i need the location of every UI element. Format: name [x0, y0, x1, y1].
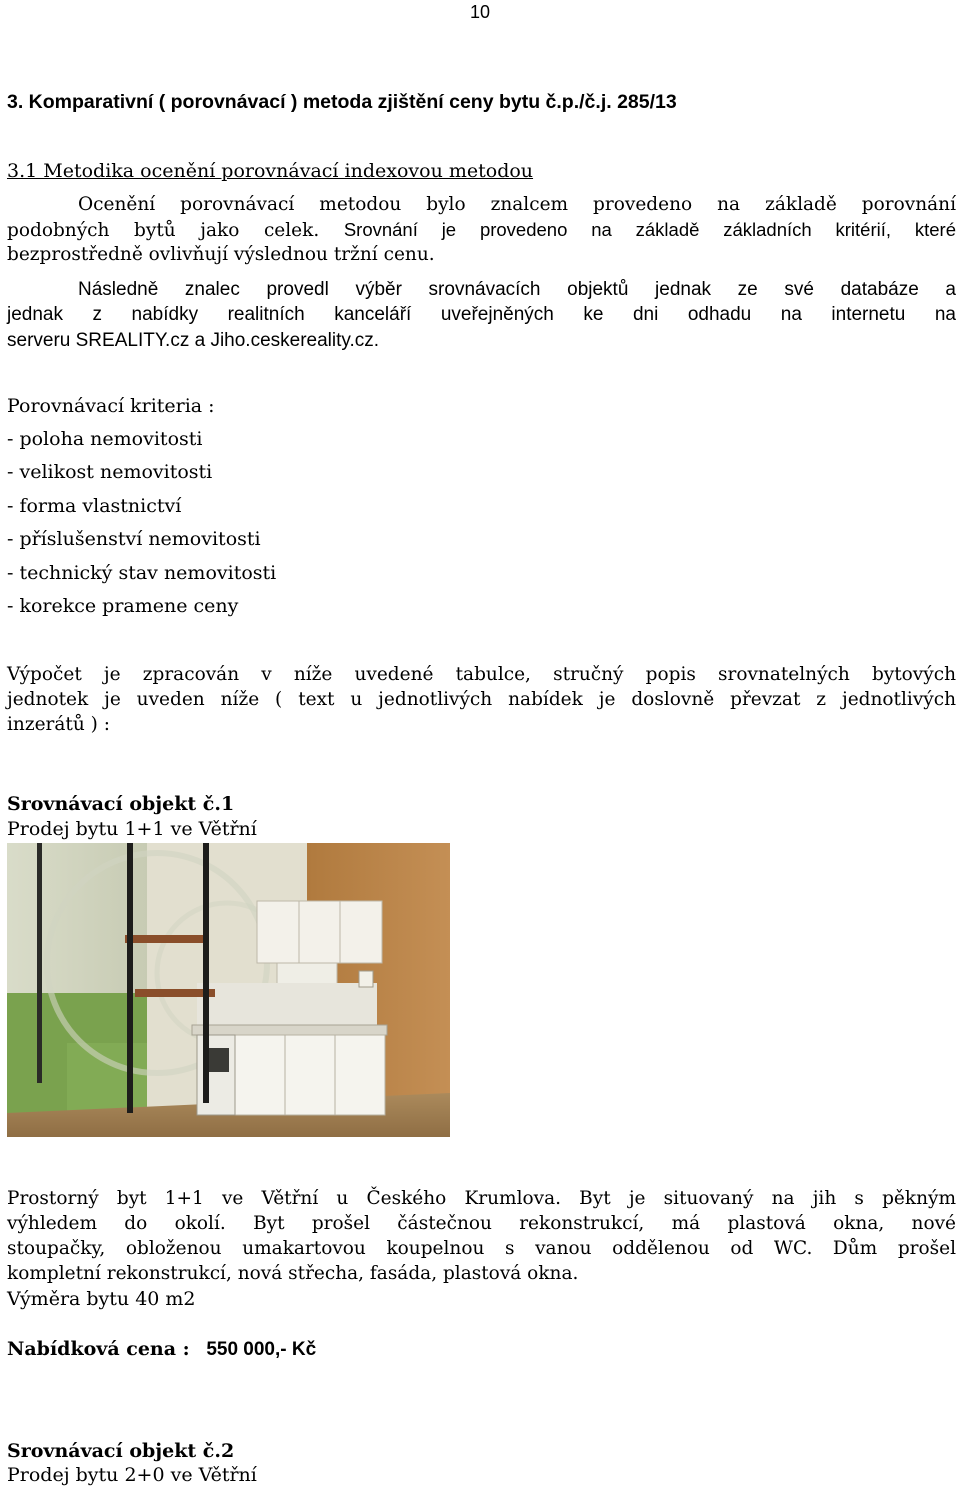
calculation-note-line-2: jednotek je uveden níže ( text u jednotlivých nabídek je doslovně převzat z jednotlivých — [7, 689, 956, 710]
object-1-subtitle: Prodej bytu 1+1 ve Větřní — [7, 818, 257, 840]
criteria-item: - technický stav nemovitosti — [7, 562, 277, 584]
object-1-description-line-2: výhledem do okolí. Byt prošel částečnou rekonstrukcí, má plastová okna, nové — [7, 1213, 956, 1234]
intro-line-2-part-a: podobných bytů jako celek. — [7, 220, 320, 241]
criteria-item: - velikost nemovitosti — [7, 461, 213, 483]
page-number: 10 — [469, 2, 491, 22]
object-1-description-line-4: kompletní rekonstrukcí, nová střecha, fasáda, plastová okna. — [7, 1263, 579, 1284]
calculation-note-line-3: inzerátů ) : — [7, 714, 110, 735]
object-2-subtitle: Prodej bytu 2+0 ve Větřní — [7, 1464, 257, 1486]
object-1-area: Výměra bytu 40 m2 — [7, 1288, 196, 1310]
intro-paragraph-1-line-1: Ocenění porovnávací metodou bylo znalcem provedeno na základě porovnání — [78, 194, 956, 215]
object-2-heading: Srovnávací objekt č.2 — [7, 1440, 235, 1462]
object-1-kitchen-photo — [7, 843, 450, 1137]
subsection-title: 3.1 Metodika ocenění porovnávací indexovou metodou — [7, 160, 534, 182]
object-1-description-line-3: stoupačky, obloženou umakartovou koupelnou s vanou oddělenou od WC. Dům prošel — [7, 1238, 956, 1259]
price-label: Nabídková cena : — [7, 1338, 190, 1360]
criteria-item: - korekce pramene ceny — [7, 595, 239, 617]
criteria-item: - poloha nemovitosti — [7, 428, 203, 450]
criteria-item: - příslušenství nemovitosti — [7, 528, 261, 550]
criteria-item: - forma vlastnictví — [7, 495, 182, 517]
calculation-note-line-1: Výpočet je zpracován v níže uvedené tabulce, stručný popis srovnatelných bytových — [7, 664, 956, 685]
intro-line-2-part-b: Srovnání je provedeno na základě základních kritérií, které — [343, 219, 956, 240]
intro-paragraph-1-line-3: bezprostředně ovlivňují výslednou tržní cenu. — [7, 244, 435, 265]
object-1-description-line-1: Prostorný byt 1+1 ve Větřní u Českého Krumlova. Byt je situovaný na jih s pěkným — [7, 1188, 956, 1209]
intro-paragraph-2-line-2: jednak z nabídky realitních kanceláří uveřejněných ke dni odhadu na internetu na — [7, 304, 956, 325]
intro-paragraph-1-line-2 — [7, 217, 956, 243]
price-value: 550 000,- Kč — [206, 1339, 317, 1360]
object-1-price — [7, 1338, 316, 1361]
object-1-heading: Srovnávací objekt č.1 — [7, 793, 235, 815]
section-title: 3. Komparativní ( porovnávací ) metoda zjištění ceny bytu č.p./č.j. 285/13 — [7, 91, 677, 113]
intro-paragraph-2-line-3: serveru SREALITY.cz a Jiho.ceskereality.cz. — [7, 330, 380, 351]
intro-paragraph-2-line-1: Následně znalec provedl výběr srovnávacích objektů jednak ze své databáze a — [78, 279, 956, 300]
criteria-heading: Porovnávací kriteria : — [7, 395, 215, 417]
